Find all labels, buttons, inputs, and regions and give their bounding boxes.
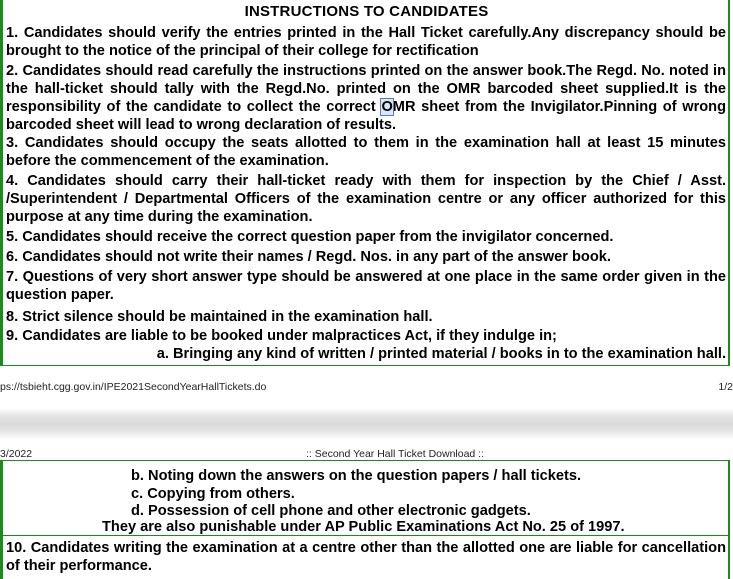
text-selection-caret: O [381,99,393,115]
header-title: :: Second Year Hall Ticket Download :: [306,448,485,460]
header-date: 3/2022 [0,448,33,460]
ap-act-note: They are also punishable under AP Public Examinations Act No. 25 of 1997. [102,519,625,535]
instruction-10: 10. Candidates writing the examination at a centre other than the allotted one are liable for cancellation of their performance. [6,540,726,574]
table-bottom-border [0,365,730,366]
footer-page-number: 1/2 [718,381,733,393]
instruction-2 [6,62,726,134]
page-gap [0,408,733,440]
instruction-7: 7. Questions of very short answer type should be answered at one place in the same order given in the question paper. [6,269,726,303]
table-left-border-2 [0,460,3,579]
instruction-6: 6. Candidates should not write their names / Regd. Nos. in any part of the answer book. [6,249,611,265]
table-right-border-2 [728,460,730,579]
instruction-2-text: 2. Candidates should read carefully the instructions printed on the answer book.The Regd. No. noted in the hall-ticket should tally with the Regd.No. printed on the OMR barcoded sheet supplied.It is the responsibility of the candidate to collect the correct [6,63,726,115]
page-2 [0,440,733,579]
table-left-border [0,0,3,366]
instruction-4: 4. Candidates should carry their hall-ticket ready with them for inspection by the Chief / Asst. /Superintendent / Departmental Officers of the examination centre or any officer authorized for this purpose at any time during the examination. [6,173,726,225]
instruction-8: 8. Strict silence should be maintained in the examination hall. [6,309,433,325]
instruction-2-text-end: MR sheet from the Invigilator.Pinning of wrong barcoded sheet will lead to wrong declaration of results. [6,99,726,133]
instruction-3: 3. Candidates should occupy the seats allotted to them in the examination hall at least 15 minutes before the commencement of the examination. [6,135,726,169]
instruction-9a: a. Bringing any kind of written / printed material / books in to the examination hall. [156,346,726,362]
instruction-5: 5. Candidates should receive the correct question paper from the invigilator concerned. [6,229,614,245]
footer-url: ps://tsbieht.cgg.gov.in/IPE2021SecondYearHallTickets.do [0,381,267,393]
table-right-border [728,0,730,366]
instruction-9b: b. Noting down the answers on the question papers / hall tickets. [131,468,582,484]
instruction-9d: d. Possession of cell phone and other electronic gadgets. [131,503,531,519]
instructions-title: INSTRUCTIONS TO CANDIDATES [244,3,489,20]
instruction-9c: c. Copying from others. [131,486,295,502]
instruction-1: 1. Candidates should verify the entries printed in the Hall Ticket carefully.Any discrepancy should be brought to the notice of the principal of their college for rectification [6,25,726,59]
instruction-9: 9. Candidates are liable to be booked under malpractices Act, if they indulge in; [6,328,557,344]
table-top-border-2 [0,460,730,461]
